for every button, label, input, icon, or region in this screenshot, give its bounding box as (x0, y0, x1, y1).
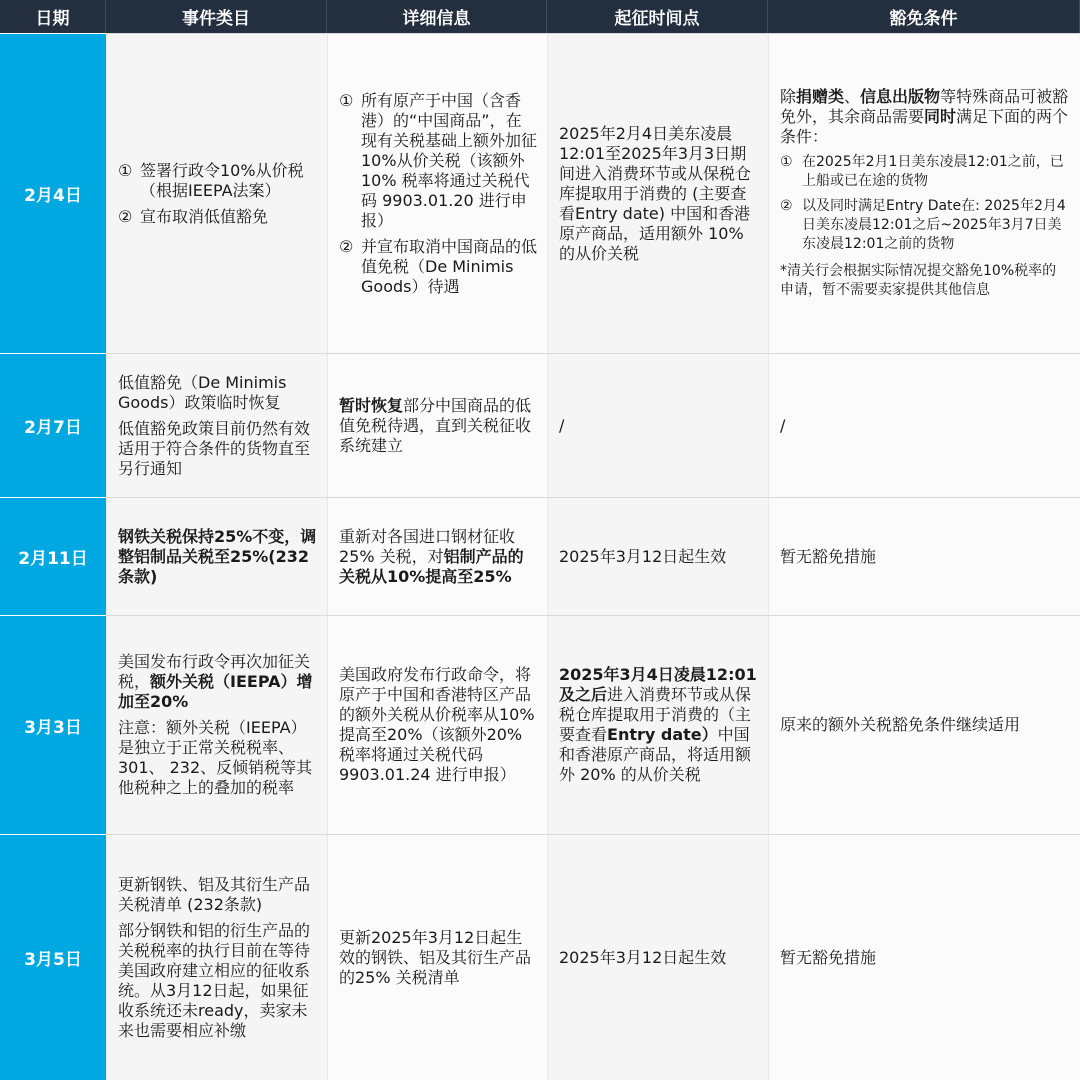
event-text-bold: 额外关税（IEEPA）增加至20% (118, 672, 313, 711)
list-item (118, 161, 317, 201)
exempt-text: / (780, 415, 786, 435)
header-event: 事件类目 (106, 0, 327, 33)
date-cell: 3月5日 (0, 834, 106, 1080)
detail-cell (327, 353, 547, 497)
event-text: 低值豁免政策目前仍然有效适用于符合条件的货物直至另行通知 (118, 418, 311, 478)
exempt-cell (768, 497, 1080, 615)
start-cell (547, 615, 768, 834)
start-text: 2025年3月12日起生效 (559, 546, 727, 566)
marker-1: ① (118, 160, 133, 180)
detail-text (339, 396, 537, 456)
list-item (780, 153, 1070, 191)
list-item (339, 237, 537, 297)
start-bold-a: 2025年3月4日凌晨12:01及之后 (559, 665, 757, 704)
exempt-condition: 以及同时满足Entry Date在: 2025年2月4日美东凌晨12:01之后~2025年3月7日美东凌晨12:01之前的货物 (802, 198, 1066, 252)
exempt-intro-sep: 、 (844, 87, 861, 106)
detail-cell (327, 615, 547, 834)
event-text (118, 652, 317, 712)
header-exempt: 豁免条件 (768, 0, 1080, 33)
exempt-intro-d: 等特殊商品可被豁免外，其余商品需要 (780, 87, 1069, 126)
event-note: 部分钢铁和铝的衍生产品的关税税率的执行目前在等待美国政府建立相应的征收系统。从3月12日起，如果征收系统还未ready，卖家未来也需要相应补缴 (118, 920, 311, 1040)
date-cell: 2月7日 (0, 353, 106, 497)
detail-cell (327, 497, 547, 615)
event-text: 低值豁免（De Minimis Goods）政策临时恢复 (118, 372, 287, 412)
event-text: 宣布取消低值豁免 (140, 206, 269, 226)
start-text (559, 665, 758, 785)
exempt-text: 原来的额外关税豁免条件继续适用 (780, 715, 1021, 734)
exempt-intro-bold-2: 信息出版物 (860, 87, 941, 106)
marker-1: ① (780, 154, 793, 170)
header-detail: 详细信息 (327, 0, 547, 33)
start-bold-c: Entry date） (607, 725, 718, 744)
exempt-text: 暂无豁免措施 (780, 546, 877, 566)
detail-cell (327, 33, 547, 353)
date-cell: 3月3日 (0, 615, 106, 834)
event-text-a: 美国发布行政令再次加征关税， (118, 652, 311, 691)
event-text: 签署行政令10%从价税（根据IEEPA法案） (140, 160, 304, 200)
start-text-d: 中国和香港原产商品，将适用额外 20% 的从价关税 (559, 725, 752, 784)
marker-2: ② (780, 198, 793, 214)
date-cell: 2月11日 (0, 497, 106, 615)
exempt-cell (768, 33, 1080, 353)
list-item (118, 207, 317, 227)
event-cell (106, 615, 327, 834)
event-cell (106, 834, 327, 1080)
marker-1: ① (339, 90, 354, 110)
event-text: 更新钢铁、铝及其衍生产品关税清单 (232条款) (118, 874, 311, 914)
detail-bold: 暂时恢复 (339, 395, 404, 415)
start-cell (547, 497, 768, 615)
detail-text: 美国政府发布行政命令，将原产于中国和香港特区产品的额外关税从价税率从10%提高至20%（该额外20% 税率将通过关税代码 9903.01.24 进行申报） (339, 665, 535, 784)
detail-text: 并宣布取消中国商品的低值免税（De Minimis Goods）待遇 (361, 236, 538, 296)
list-item (339, 91, 537, 231)
exempt-cell (768, 834, 1080, 1080)
event-cell (106, 497, 327, 615)
detail-rest: 部分中国商品的低值免税待遇，直到关税征收系统建立 (339, 395, 532, 455)
exempt-intro (780, 87, 1070, 147)
event-text: 钢铁关税保持25%不变，调整铝制品关税至25%(232条款) (118, 526, 317, 586)
start-text-b: 进入消费环节或从保税仓库提取用于消费的（主要查看 (559, 685, 752, 744)
start-text: / (559, 415, 565, 435)
exempt-intro-bold-3: 同时 (924, 107, 957, 126)
start-cell (547, 33, 768, 353)
event-note: 注意：额外关税（IEEPA）是独立于正常关税税率、301、 232、反倾销税等其他税种之上的叠加的税率 (118, 718, 313, 797)
detail-text: 更新2025年3月12日起生效的钢铁、铝及其衍生产品的25% 关税清单 (339, 927, 532, 987)
detail-cell (327, 834, 547, 1080)
marker-2: ② (118, 206, 133, 226)
detail-text (339, 527, 537, 587)
exempt-cell (768, 353, 1080, 497)
marker-2: ② (339, 236, 354, 256)
detail-text: 所有原产于中国（含香港）的“中国商品”，在现有关税基础上额外加征10%从价关税（该额外10% 税率将通过关税代码 9903.01.20 进行申报） (361, 90, 538, 230)
header-start: 起征时间点 (547, 0, 768, 33)
event-cell (106, 33, 327, 353)
start-text: 2025年2月4日美东凌晨12:01至2025年3月3日期间进入消费环节或从保税仓库提取用于消费的 (主要查看Entry date) 中国和香港原产商品，适用额外 10% 的从价关税 (559, 123, 752, 263)
detail-bold: 铝制产品的关税从10%提高至25% (339, 546, 524, 586)
exempt-cell (768, 615, 1080, 834)
exempt-condition: 在2025年2月1日美东凌晨12:01之前，已上船或已在途的货物 (802, 154, 1064, 189)
start-text: 2025年3月12日起生效 (559, 947, 727, 967)
start-cell (547, 353, 768, 497)
exempt-text: 暂无豁免措施 (780, 947, 877, 967)
detail-a: 重新对各国进口钢材征收25% 关税，对 (339, 526, 516, 566)
list-item (780, 197, 1070, 254)
exempt-intro-bold-1: 捐赠类 (796, 87, 845, 106)
exempt-intro-a: 除 (780, 87, 797, 106)
exempt-list (780, 153, 1070, 300)
date-cell: 2月4日 (0, 33, 106, 353)
start-cell (547, 834, 768, 1080)
exempt-intro-e: 满足下面的两个条件： (780, 107, 1069, 146)
event-cell (106, 353, 327, 497)
header-date: 日期 (0, 0, 106, 33)
exempt-note: *清关行会根据实际情况提交豁免10%税率的申请，暂不需要卖家提供其他信息 (780, 263, 1057, 298)
